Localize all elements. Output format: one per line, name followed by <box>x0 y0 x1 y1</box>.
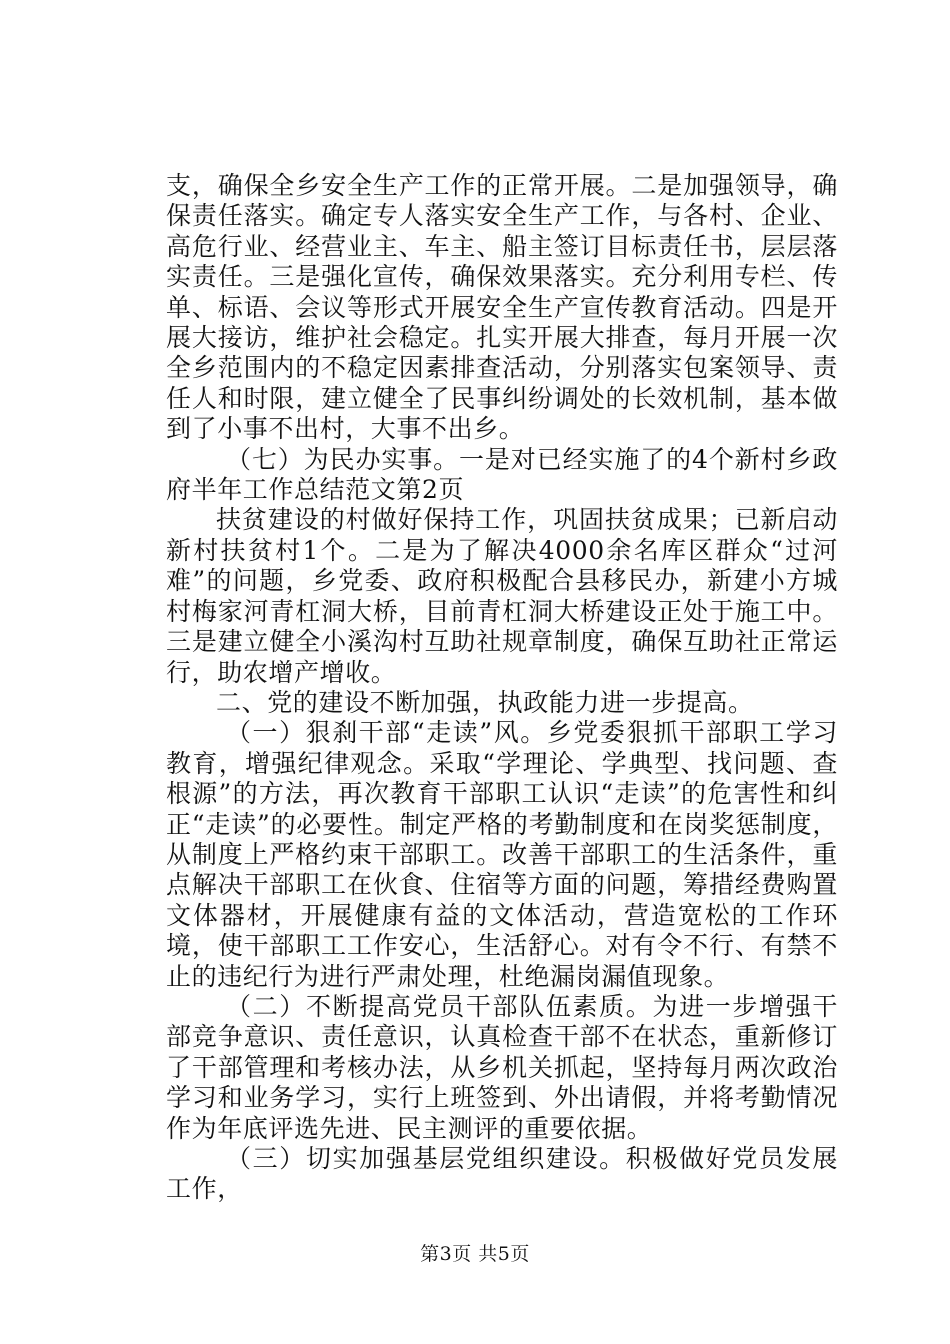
paragraph-people-projects: （七）为民办实事。一是对已经实施了的4个新村乡政府半年工作总结范文第2页 <box>166 444 838 505</box>
paragraph-cadre-quality: （二）不断提高党员干部队伍素质。为进一步增强干部竞争意识、责任意识，认真检查干部不在状态，重新修订了干部管理和考核办法，从乡机关抓起，坚持每月两次政治学习和业务学习，实行上班签到、外出请假，并将考勤情况作为年底评选先进、民主测评的重要依据。 <box>166 991 838 1143</box>
paragraph-grassroots-organization: （三）切实加强基层党组织建设。积极做好党员发展工作， <box>166 1144 838 1204</box>
section-heading-party-building: 二、党的建设不断加强，执政能力进一步提高。 <box>216 687 754 717</box>
paragraph-poverty-relief: 扶贫建设的村做好保持工作，巩固扶贫成果；已新启动新村扶贫村1个。二是为了解决4000余名库区群众“过河难”的问题，乡党委、政府积极配合县移民办，新建小方城村梅家河青杠洞大桥，目前青杠洞大桥建设正处于施工中。三是建立健全小溪沟村互助社规章制度，确保互助社正常运行，助农增产增收。 <box>166 505 838 687</box>
paragraph-cadre-discipline: （一）狠刹干部“走读”风。乡党委狠抓干部职工学习教育，增强纪律观念。采取“学理论、学典型、找问题、查根源”的方法，再次教育干部职工认识“走读”的危害性和纠正“走读”的必要性。制定严格的考勤制度和在岗奖惩制度，从制度上严格约束干部职工。改善干部职工的生活条件，重点解决干部职工在伙食、住宿等方面的问题，筹措经费购置文体器材，开展健康有益的文体活动，营造宽松的工作环境，使干部职工工作安心，生活舒心。对有令不行、有禁不止的违纪行为进行严肃处理，杜绝漏岗漏值现象。 <box>166 718 838 991</box>
document-body <box>166 171 838 1205</box>
paragraph-safety-production: 支，确保全乡安全生产工作的正常开展。二是加强领导，确保责任落实。确定专人落实安全生产工作，与各村、企业、高危行业、经营业主、车主、船主签订目标责任书，层层落实责任。三是强化宣传，确保效果落实。充分利用专栏、传单、标语、会议等形式开展安全生产宣传教育活动。四是开展大接访，维护社会稳定。扎实开展大排查，每月开展一次全乡范围内的不稳定因素排查活动，分别落实包案领导、责任人和时限，建立健全了民事纠纷调处的长效机制，基本做到了小事不出村，大事不出乡。 <box>166 171 838 444</box>
page-footer: 第3页 共5页 <box>420 1243 530 1265</box>
